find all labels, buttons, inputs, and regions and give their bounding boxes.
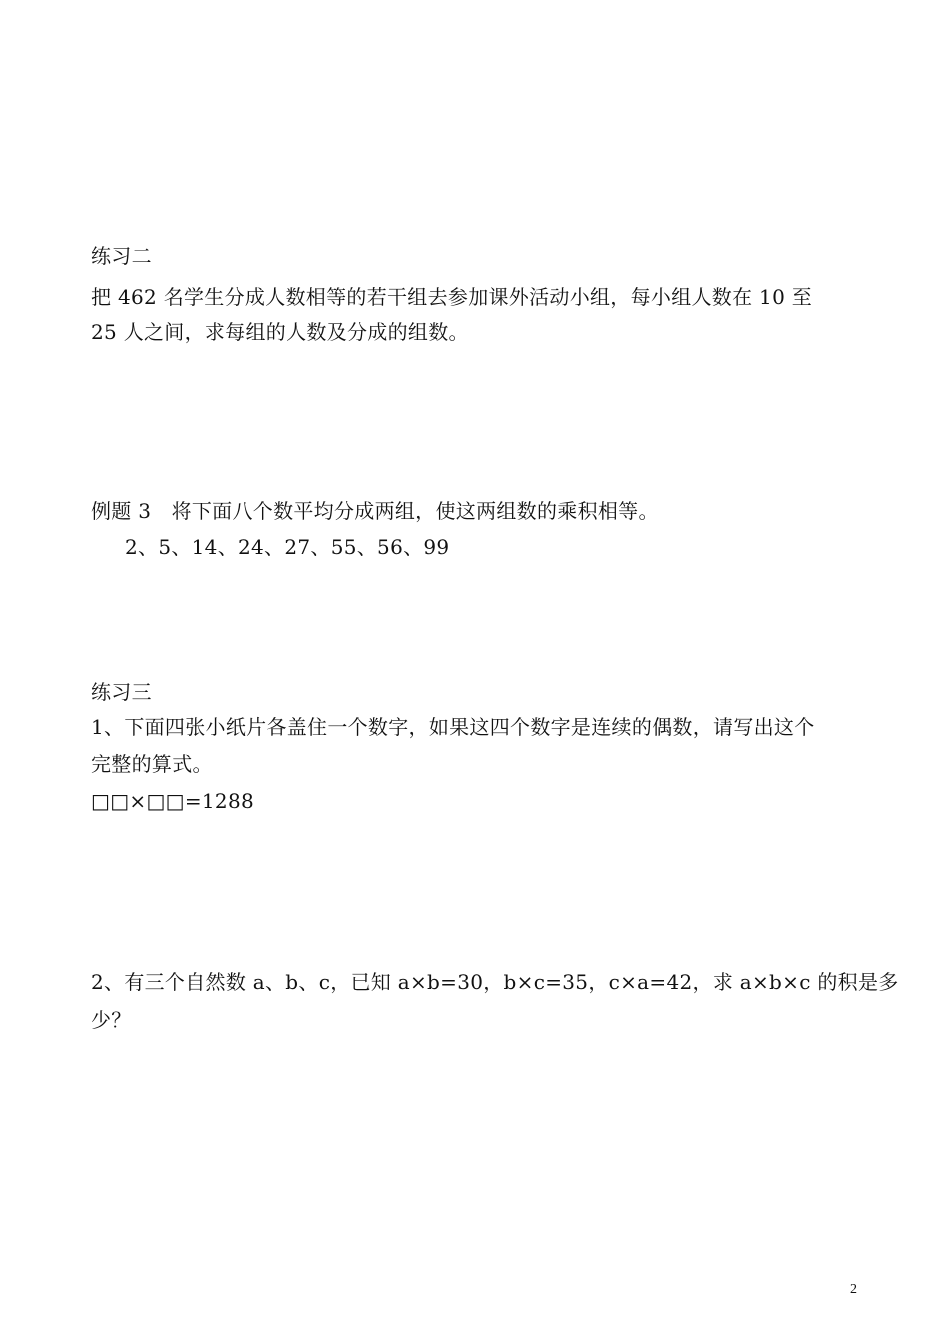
practice-3-q1-equation: □□×□□=1288 bbox=[91, 789, 254, 813]
page-number: 2 bbox=[850, 1282, 857, 1297]
practice-3-q2-line-1: 2、有三个自然数 a、b、c，已知 a×b=30，b×c=35，c×a=42，求 a×b×c 的积是多 bbox=[91, 970, 899, 994]
practice-2-heading: 练习二 bbox=[91, 244, 152, 268]
practice-3-heading: 练习三 bbox=[91, 680, 152, 704]
example-3-text: 例题 3 将下面八个数平均分成两组，使这两组数的乘积相等。 bbox=[91, 499, 659, 523]
example-3-numbers: 2、5、14、24、27、55、56、99 bbox=[125, 535, 450, 559]
practice-3-q2-line-2: 少？ bbox=[91, 1008, 132, 1032]
practice-3-q1-line-1: 1、下面四张小纸片各盖住一个数字，如果这四个数字是连续的偶数，请写出这个 bbox=[91, 715, 815, 739]
practice-3-q1-line-2: 完整的算式。 bbox=[91, 752, 213, 776]
practice-2-text-line-1: 把 462 名学生分成人数相等的若干组去参加课外活动小组，每小组人数在 10 至 bbox=[91, 285, 813, 309]
practice-2-text-line-2: 25 人之间，求每组的人数及分成的组数。 bbox=[91, 320, 469, 344]
